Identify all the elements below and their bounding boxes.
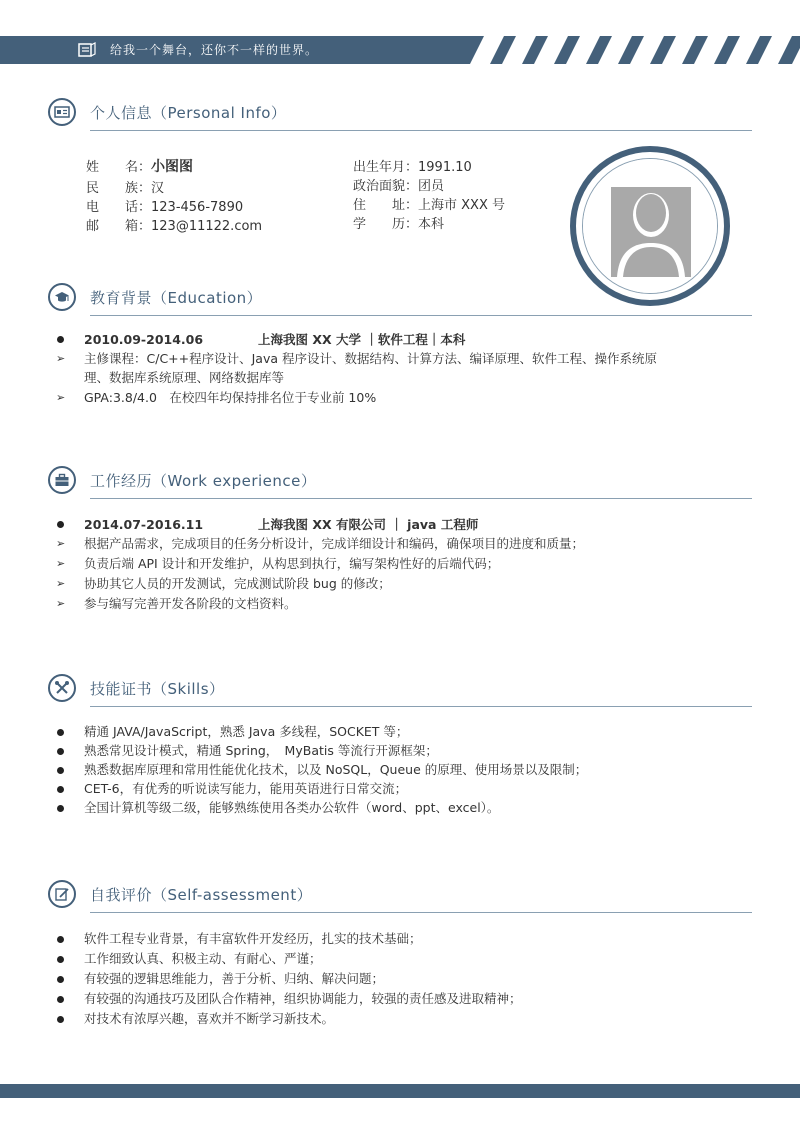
section-skills — [48, 668, 752, 708]
list-item: 有较强的逻辑思维能力，善于分析、归纳、解决问题； — [84, 971, 385, 986]
section-divider — [90, 130, 752, 131]
info-political: 政治面貌：团员 — [353, 179, 445, 194]
section-divider — [90, 498, 752, 499]
list-item: 工作细致认真、积极主动、有耐心、严谨； — [84, 951, 322, 966]
section-title: 工作经历（Work experience） — [90, 472, 317, 490]
bullet-dot — [57, 336, 64, 343]
arrow-bullet-icon: ➢ — [56, 577, 66, 590]
section-personal — [48, 92, 752, 132]
list-item: 熟悉常见设计模式，精通 Spring， MyBatis 等流行开源框架； — [84, 743, 438, 758]
arrow-bullet-icon: ➢ — [56, 597, 66, 610]
bullet-dot — [57, 786, 64, 793]
list-item: 熟悉数据库原理和常用性能优化技术，以及 NoSQL，Queue 的原理、使用场景以及限制； — [84, 762, 588, 777]
info-name: 姓 名：小图图 — [86, 159, 194, 175]
info-phone: 电 话：123-456-7890 — [86, 200, 244, 215]
education-school: 上海我图 XX 大学 ｜软件工程｜本科 — [258, 332, 466, 347]
section-self — [48, 874, 752, 914]
list-item: GPA:3.8/4.0 在校四年均保持排名位于专业前 10% — [84, 390, 377, 405]
list-item: 协助其它人员的开发测试，完成测试阶段 bug 的修改； — [84, 576, 391, 591]
section-title: 技能证书（Skills） — [90, 680, 225, 698]
bullet-dot — [57, 976, 64, 983]
section-education — [48, 277, 752, 317]
section-title: 个人信息（Personal Info） — [90, 104, 287, 122]
tools-icon — [48, 674, 76, 702]
info-degree: 学 历：本科 — [353, 217, 445, 232]
bullet-dot — [57, 805, 64, 812]
header-stripes — [470, 36, 800, 64]
bullet-dot — [57, 748, 64, 755]
section-title: 教育背景（Education） — [90, 289, 263, 307]
info-email: 邮 箱：123@11122.com — [86, 219, 263, 234]
arrow-bullet-icon: ➢ — [56, 352, 66, 365]
list-item: 负责后端 API 设计和开发维护，从构思到执行，编写架构性好的后端代码； — [84, 556, 500, 571]
edit-icon — [48, 880, 76, 908]
list-item: 理、数据库系统原理、网络数据库等 — [84, 370, 285, 385]
list-item: 主修课程：C/C++程序设计、Java 程序设计、数据结构、计算方法、编译原理、软件工程、操作系统原 — [84, 351, 657, 366]
list-item: CET-6，有优秀的听说读写能力，能用英语进行日常交流； — [84, 781, 408, 796]
list-item: 对技术有浓厚兴趣，喜欢并不断学习新技术。 — [84, 1011, 335, 1026]
arrow-bullet-icon: ➢ — [56, 557, 66, 570]
bullet-dot — [57, 956, 64, 963]
briefcase-icon — [48, 466, 76, 494]
arrow-bullet-icon: ➢ — [56, 391, 66, 404]
bullet-dot — [57, 1016, 64, 1023]
work-period: 2014.07-2016.11 — [84, 517, 204, 532]
work-company: 上海我图 XX 有限公司 ｜ java 工程师 — [258, 517, 479, 532]
list-item: 参与编写完善开发各阶段的文档资料。 — [84, 596, 297, 611]
graduation-cap-icon — [48, 283, 76, 311]
list-item: 有较强的沟通技巧及团队合作精神，组织协调能力，较强的责任感及进取精神； — [84, 991, 522, 1006]
bullet-dot — [57, 996, 64, 1003]
bullet-dot — [57, 767, 64, 774]
footer-bar — [0, 1084, 800, 1098]
info-birth: 出生年月：1991.10 — [353, 160, 472, 175]
header-slogan: 给我一个舞台，还你不一样的世界。 — [110, 43, 319, 57]
section-title: 自我评价（Self-assessment） — [90, 886, 313, 904]
info-ethnicity: 民 族：汉 — [86, 181, 165, 196]
list-item: 精通 JAVA/JavaScript，熟悉 Java 多线程，SOCKET 等； — [84, 724, 409, 739]
section-work — [48, 460, 752, 500]
header-bar — [0, 36, 800, 64]
education-period: 2010.09-2014.06 — [84, 332, 204, 347]
info-address: 住 址：上海市 XXX 号 — [353, 198, 505, 213]
section-divider — [90, 706, 752, 707]
bullet-dot — [57, 729, 64, 736]
id-card-icon — [48, 98, 76, 126]
person-silhouette-icon — [583, 159, 718, 294]
list-item: 根据产品需求，完成项目的任务分析设计，完成详细设计和编码，确保项目的进度和质量； — [84, 536, 585, 551]
bullet-dot — [57, 521, 64, 528]
section-divider — [90, 912, 752, 913]
section-divider — [90, 315, 752, 316]
list-item: 全国计算机等级二级，能够熟练使用各类办公软件（word、ppt、excel）。 — [84, 800, 500, 815]
arrow-bullet-icon: ➢ — [56, 537, 66, 550]
bullet-dot — [57, 936, 64, 943]
document-icon — [78, 42, 96, 58]
list-item: 软件工程专业背景，有丰富软件开发经历，扎实的技术基础； — [84, 931, 422, 946]
